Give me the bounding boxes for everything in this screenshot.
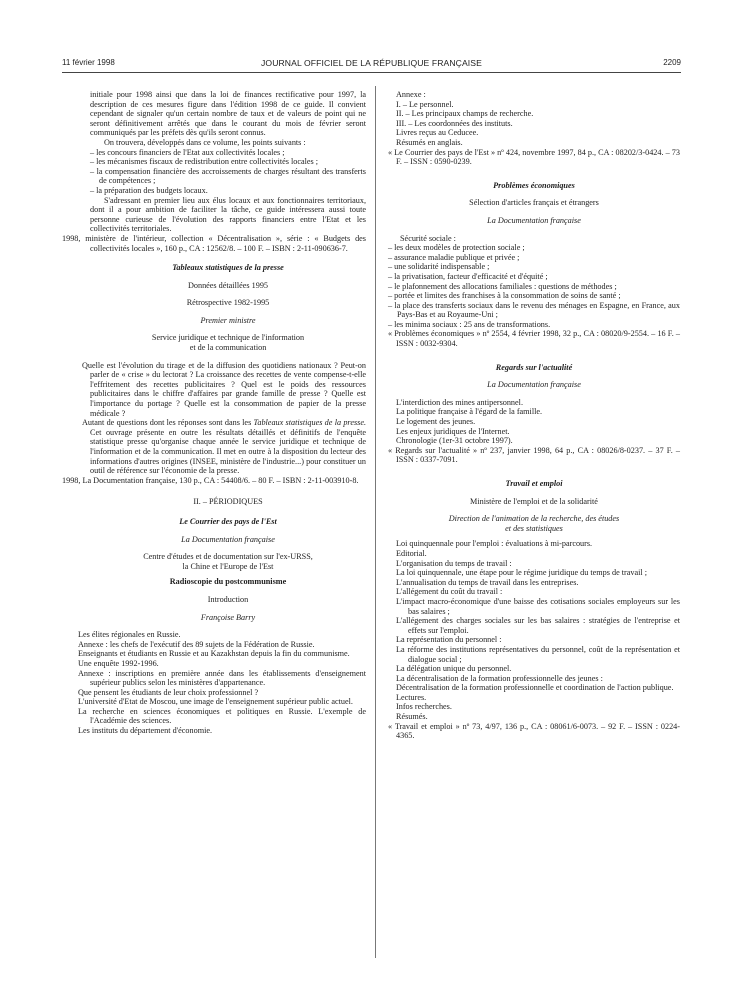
list-item: Annexe : inscriptions en première année dans les établissements d'enseignement supérieur publics selon les ministères d'appartenance.	[78, 668, 366, 688]
paragraph-autant: Autant de questions dont les réponses sont dans les Tableaux statistiques de la presse. Cet ouvrage présente en outre les résultats détaillés et définitifs de l'enquête statistique presse qu'organise chaque année le service juridique et technique de l'information et de la communication. Il met en outre à la disposition du lecteur des informations d'autres origines (INSEE, ministère de l'industrie...) pour constituer un outil de référence sur l'économie de la presse.	[82, 418, 367, 476]
list-item: – les minima sociaux : 25 ans de transformations.	[388, 319, 551, 329]
paragraph-points: On trouvera, développés dans ce volume, les points suivants :	[104, 137, 306, 147]
subtitle-retrospective: Rétrospective 1982-1995	[186, 298, 270, 308]
reference-travail: « Travail et emploi » nº 73, 4/97, 136 p., CA : 08061/6-0073. – 92 F. – ISSN : 0224-4365.	[388, 721, 680, 741]
subtitle-ministere: Ministère de l'emploi et de la solidarité	[470, 496, 598, 506]
list-item: Livres reçus au Ceducee.	[396, 128, 479, 138]
list-item: L'université d'Etat de Moscou, une image de l'enseignement supérieur public actuel.	[78, 697, 353, 707]
publisher-documentation: La Documentation française	[181, 534, 275, 544]
paragraph-finances: initiale pour 1998 ainsi que dans la loi de finances rectificative pour 1997, la description de ces mesures figure dans l'édition 1998 de ce guide. Il convient cependant de signaler qu'un certain nombre de taux et de valeurs de point qui ne seront définitivement arrêtés que dans le courant du mois de février seront communiqués par les préfets dès qu'ils seront connus.	[90, 90, 366, 138]
list-item: La représentation du personnel :	[396, 635, 502, 645]
section-title-tableaux: Tableaux statistiques de la presse	[172, 263, 284, 273]
centre-line-1: Centre d'études et de documentation sur l'ex-URSS,	[143, 552, 313, 562]
list-item: Résumés en anglais.	[396, 137, 463, 147]
section-title-courrier: Le Courrier des pays de l'Est	[179, 516, 277, 526]
section-title-problemes: Problèmes économiques	[493, 180, 575, 190]
title-introduction: Introduction	[207, 594, 249, 604]
page-header	[62, 56, 681, 70]
subtitle-selection: Sélection d'articles français et étrangers	[469, 198, 599, 208]
list-item: Editorial.	[396, 548, 427, 558]
list-item: – portée et limites des franchises à la consommation de soins de santé ;	[388, 291, 621, 301]
list-item: III. – Les coordonnées des instituts.	[396, 118, 513, 128]
section-title-regards: Regards sur l'actualité	[495, 362, 573, 372]
list-item: – la compensation financière des accroissements de charges résultant des transferts de compétences ;	[90, 166, 366, 186]
publisher-documentation: La Documentation française	[487, 380, 581, 390]
list-item: Annexe : les chefs de l'exécutif des 89 sujets de la Fédération de Russie.	[78, 639, 315, 649]
paragraph-elus: S'adressant en premier lieu aux élus locaux et aux fonctionnaires territoriaux, dont il a pour ambition de faciliter la tâche, ce guide intéressera aussi toute personne curieuse de l'évolution des rapports financiers entre l'Etat et les collectivités territoriales.	[90, 195, 366, 234]
list-item: Les instituts du département d'économie.	[78, 726, 213, 736]
annexe-label: Annexe :	[396, 90, 426, 99]
reference-problemes: « Problèmes économiques » nº 2554, 4 février 1998, 32 p., CA : 08020/9-2554. – 16 F. – ISSN : 0032-9304.	[388, 329, 680, 349]
header-rule	[62, 72, 681, 73]
list-item: Le logement des jeunes.	[396, 417, 476, 427]
list-item: La décentralisation de la formation professionnelle des jeunes :	[396, 673, 603, 683]
paragraph-questions: Quelle est l'évolution du tirage et de la diffusion des quotidiens nationaux ? Peut-on parler de « crise » du lectorat ? La croissance des recettes de vente compense-t-elle l'effritement des recettes publicitaires ? Quel est le poids des ressources publicitaires dans le chiffre d'affaires par grande famille de presse ? Quelle est l'importance du portage ? Quelle est la consommation de papier de la presse médicale ?	[82, 360, 366, 418]
reference-regards: « Regards sur l'actualité » nº 237, janvier 1998, 64 p., CA : 08026/8-0237. – 37 F. – ISSN : 0337-7091.	[388, 445, 680, 465]
list-item: – assurance maladie publique et privée ;	[388, 252, 520, 262]
column-divider	[375, 86, 376, 958]
header-journal-title: JOURNAL OFFICIEL DE LA RÉPUBLIQUE FRANÇAISE	[261, 58, 482, 68]
list-item: II. – Les principaux champs de recherche.	[396, 109, 534, 119]
left-column	[62, 90, 367, 736]
list-item: L'organisation du temps de travail :	[396, 558, 512, 568]
list-item: L'allégement des charges sociales sur les bas salaires : stratégies de l'entreprise et effets sur l'emploi.	[396, 616, 680, 635]
list-item: La réforme des institutions représentatives du personnel, coût de la représentation et dialogue social ;	[396, 644, 680, 664]
list-item: Enseignants et étudiants en Russie et au Kazakhstan depuis la fin du communisme.	[78, 649, 350, 659]
section-title-travail: Travail et emploi	[505, 479, 563, 488]
list-item: La politique française à l'égard de la famille.	[396, 407, 543, 417]
reference-courrier: « Le Courrier des pays de l'Est » nº 424, novembre 1997, 84 p., CA : 08202/3-0424. – 73 F. – ISSN : 0590-0239.	[388, 147, 680, 167]
list-item: – une solidarité indispensable ;	[388, 262, 490, 272]
list-item: Résumés.	[396, 712, 428, 722]
right-column	[388, 90, 680, 741]
list-item: Lectures.	[396, 692, 427, 702]
service-line-1: Service juridique et technique de l'information	[151, 333, 305, 343]
list-item: Loi quinquennale pour l'emploi : évaluations à mi-parcours.	[396, 539, 593, 549]
author-name: Françoise Barry	[200, 612, 256, 622]
list-item: L'annualisation du temps de travail dans les entreprises.	[396, 577, 579, 587]
list-item: Les élites régionales en Russie.	[78, 630, 181, 640]
list-item: L'allégement du coût du travail :	[396, 587, 503, 597]
direction-line-2: et des statistiques	[505, 523, 563, 533]
publisher-documentation: La Documentation française	[487, 215, 581, 225]
list-item: – la place des transferts sociaux dans le revenu des ménages en Espagne, en France, aux Pays-Bas et au Royaume-Uni ;	[388, 300, 680, 320]
list-item: L'impact macro-économique d'une baisse des cotisations sociales employeurs sur les bas salaires ;	[396, 596, 680, 616]
list-item: – le plafonnement des allocations familiales : questions de méthodes ;	[388, 281, 617, 291]
service-line-2: et de la communication	[189, 343, 267, 353]
list-item: I. – Le personnel.	[396, 99, 454, 109]
publisher-premier-ministre: Premier ministre	[200, 315, 256, 325]
subtitle-donnees: Données détaillées 1995	[187, 280, 269, 290]
list-item: – la privatisation, facteur d'efficacité et d'équité ;	[388, 271, 548, 281]
list-item: Les enjeux juridiques de l'Internet.	[396, 426, 510, 436]
list-item: L'interdiction des mines antipersonnel.	[396, 397, 523, 407]
direction-line-1: Direction de l'animation de la recherche, des études	[448, 514, 620, 524]
reference-decentralisation: 1998, ministère de l'intérieur, collection « Décentralisation », série : « Budgets des collectivités locales », 160 p., CA : 12562/8. – 100 F. – ISBN : 2-11-090636-7.	[62, 233, 366, 253]
centre-line-2: la Chine et l'Europe de l'Est	[182, 561, 274, 571]
section-title-periodiques: II. – PÉRIODIQUES	[193, 497, 263, 507]
list-item: Infos recherches.	[396, 702, 452, 712]
list-item: La recherche en sciences économiques et politiques en Russie. L'exemple de l'Académie des sciences.	[78, 706, 366, 726]
reference-tableaux: 1998, La Documentation française, 130 p., CA : 54408/6. – 80 F. – ISBN : 2-11-003910-8.	[62, 475, 359, 485]
header-page-number: 2209	[663, 58, 681, 67]
header-date: 11 février 1998	[62, 58, 115, 67]
list-item: Décentralisation de la formation professionnelle et coordination de l'action publique.	[396, 683, 674, 693]
list-item: Que pensent les étudiants de leur choix professionnel ?	[78, 687, 259, 697]
list-item: – la préparation des budgets locaux.	[90, 185, 208, 195]
list-item: La loi quinquennale, une étape pour le régime juridique du temps de travail ;	[396, 568, 648, 578]
title-radioscopie: Radioscopie du postcommunisme	[169, 577, 287, 587]
list-item: Une enquête 1992-1996.	[78, 658, 159, 668]
list-item: – les mécanismes fiscaux de redistribution entre collectivités locales ;	[90, 157, 319, 167]
topic-securite: Sécurité sociale :	[400, 233, 456, 243]
list-item: – les concours financiers de l'Etat aux collectivités locales ;	[90, 147, 285, 157]
list-item: – les deux modèles de protection sociale ;	[388, 243, 525, 253]
list-item: La délégation unique du personnel.	[396, 664, 512, 674]
list-item: Chronologie (1er-31 octobre 1997).	[396, 436, 513, 446]
